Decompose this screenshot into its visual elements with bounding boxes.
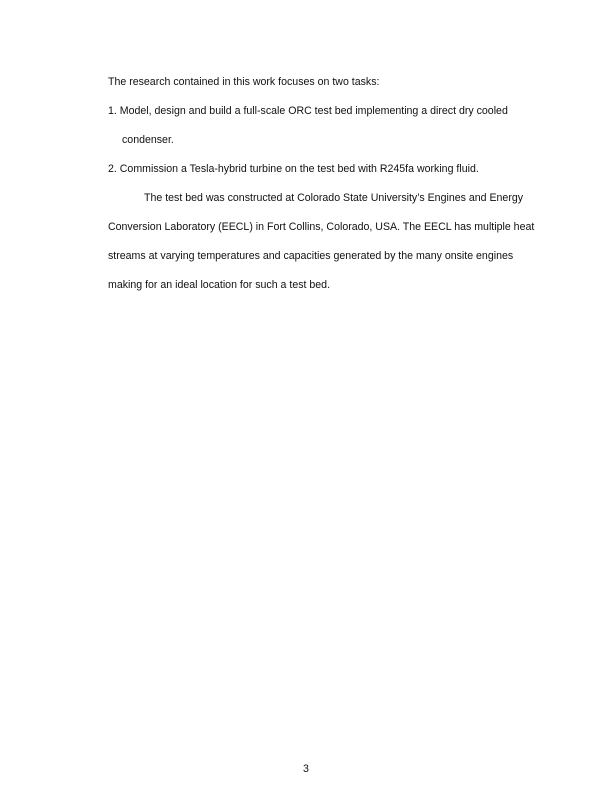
task-1-line-1: 1. Model, design and build a full-scale ORC test bed implementing a direct dry cooled	[108, 105, 508, 117]
paragraph-line-4: making for an ideal location for such a test bed.	[108, 279, 331, 291]
paragraph-line-2: Conversion Laboratory (EECL) in Fort Collins, Colorado, USA. The EECL has multiple heat	[108, 221, 535, 233]
page-number: 3	[303, 763, 309, 775]
body-text	[108, 68, 538, 300]
task-2-line-1: 2. Commission a Tesla-hybrid turbine on the test bed with R245fa working fluid.	[108, 163, 479, 175]
paragraph-line-3: streams at varying temperatures and capacities generated by the many onsite engines	[108, 250, 514, 262]
paragraph-line-1: The test bed was constructed at Colorado State University’s Engines and Energy	[144, 192, 524, 204]
intro-sentence: The research contained in this work focuses on two tasks:	[108, 76, 380, 88]
task-1-line-2: condenser.	[122, 134, 174, 146]
